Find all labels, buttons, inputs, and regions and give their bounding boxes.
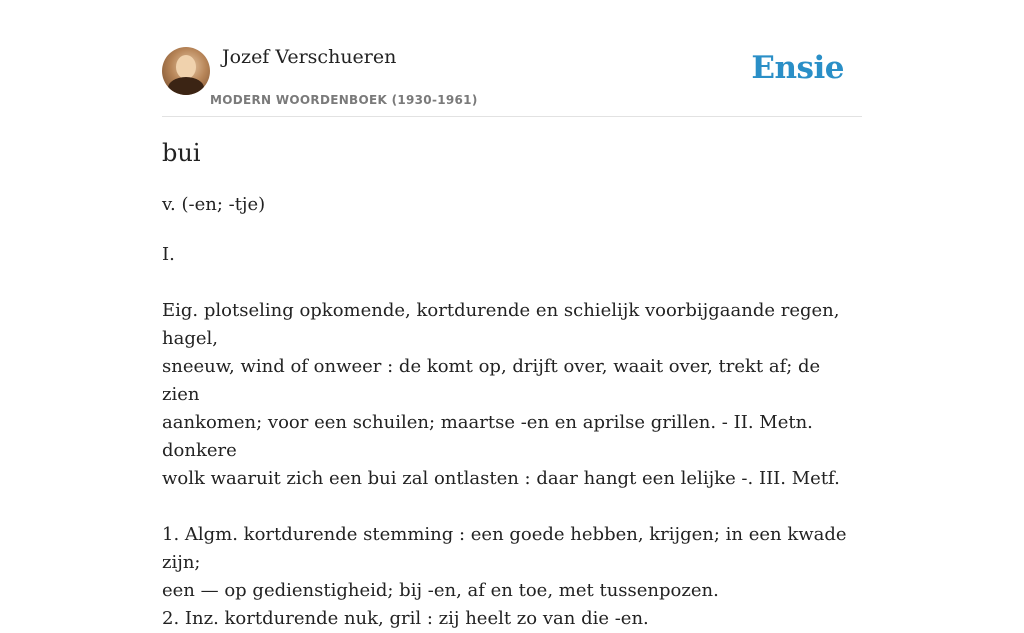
author-name[interactable]: Jozef Verschueren — [222, 46, 397, 68]
entry-word: bui — [162, 139, 201, 167]
grammar-info: v. (-en; -tje) — [162, 194, 266, 215]
definition-body: I. Eig. plotseling opkomende, kortdurende en schielijk voorbijgaande regen, hagel, sneeuw, wind of onweer : de komt op, drijft over, waait over, trekt af; de zien aankomen; voor een schuilen; maartse -en en aprilse grillen. - II. Metn. donkere wolk waaruit zich een bui zal ontlasten : daar hangt een lelijke -. III. Metf. 1. Algm. kortdurende stemming : een goede hebben, krijgen; in een kwade zijn; een — op gedienstigheid; bij -en, af en toe, met tussenpozen. 2. Inz. kortdurende nuk, gril : zij heelt zo van die -en. — [162, 244, 847, 629]
brand-logo[interactable]: Ensie — [751, 50, 844, 86]
avatar-face — [176, 55, 196, 79]
entry-header — [162, 44, 862, 117]
avatar-robe — [168, 77, 204, 95]
source-title[interactable]: MODERN WOORDENBOEK (1930-1961) — [210, 93, 478, 107]
author-avatar[interactable] — [162, 47, 210, 95]
definition-text — [162, 241, 862, 633]
